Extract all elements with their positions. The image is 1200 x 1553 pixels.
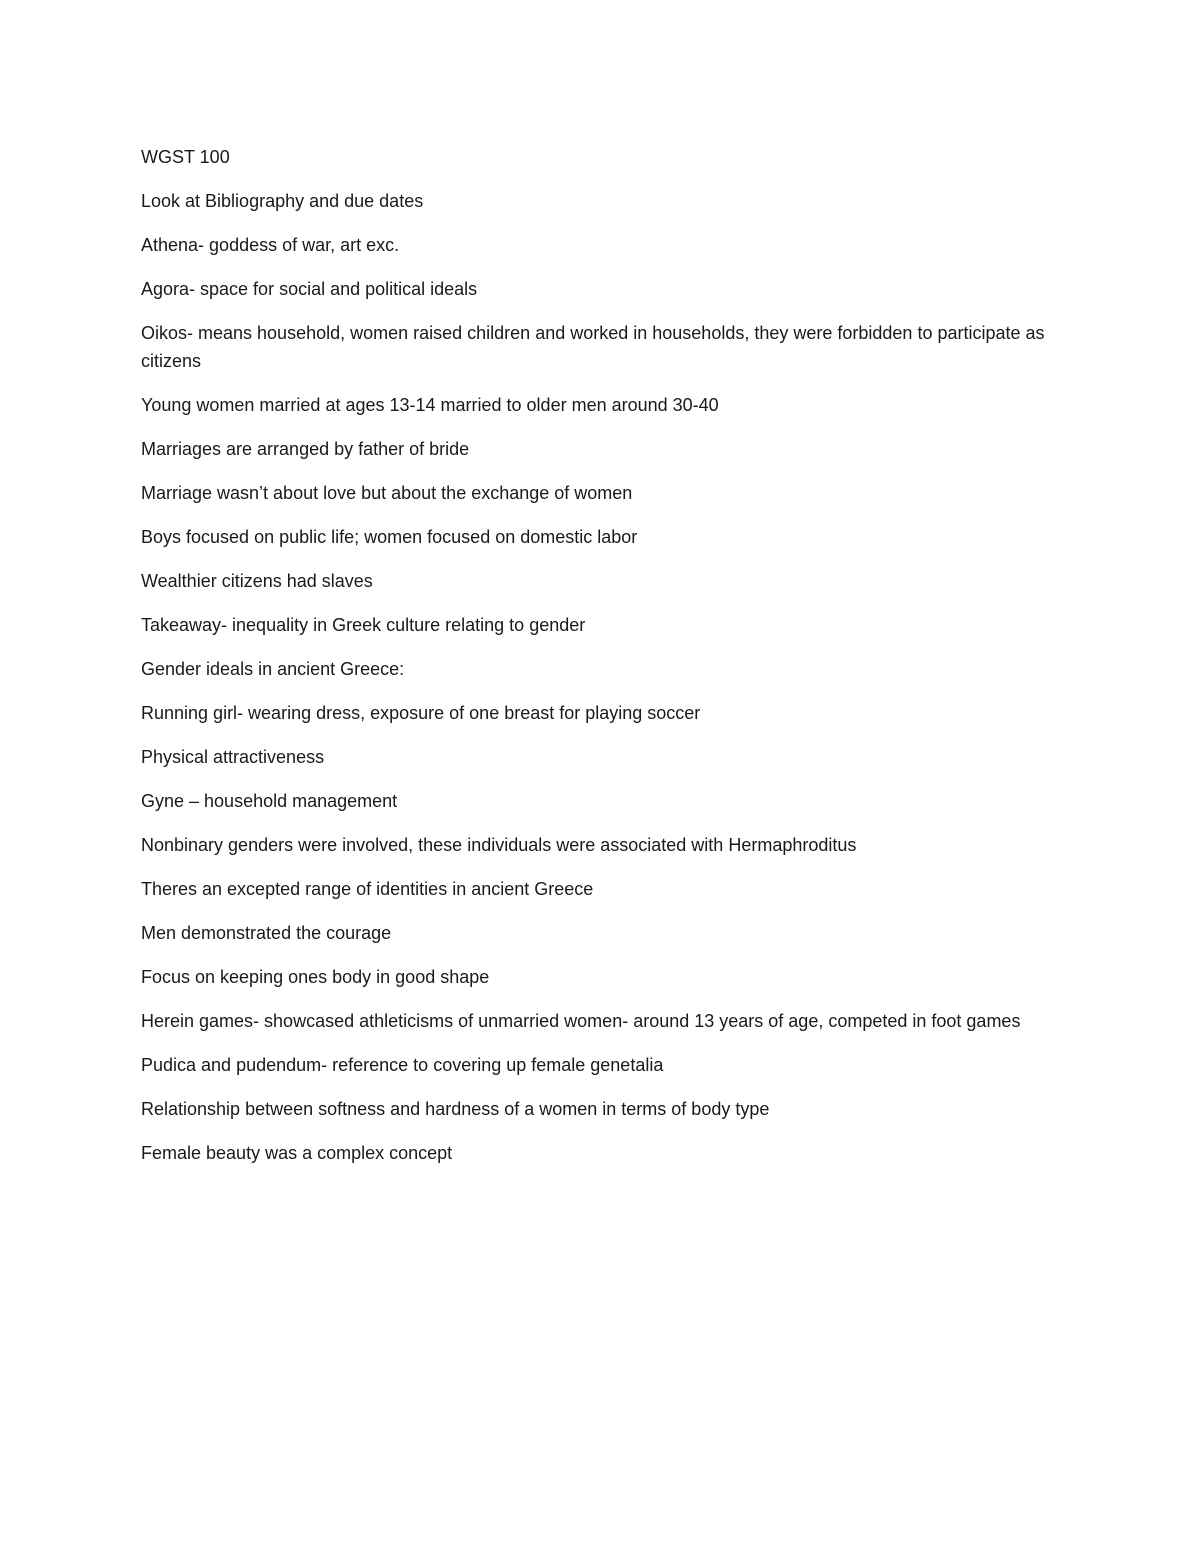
note-line: Oikos- means household, women raised children and worked in households, they were forbidden to participate as citizens	[141, 323, 1045, 371]
note-line: Herein games- showcased athleticisms of unmarried women- around 13 years of age, competed in foot games	[141, 1011, 1021, 1031]
note-line: Theres an excepted range of identities in ancient Greece	[141, 879, 594, 899]
note-line: Boys focused on public life; women focused on domestic labor	[141, 527, 638, 547]
note-line: Look at Bibliography and due dates	[141, 191, 424, 211]
document-body	[141, 143, 1061, 1183]
note-line: Agora- space for social and political ideals	[141, 279, 478, 299]
note-line: Athena- goddess of war, art exc.	[141, 235, 400, 255]
document-title: WGST 100	[141, 147, 230, 167]
note-line: Gyne – household management	[141, 791, 398, 811]
note-line: Running girl- wearing dress, exposure of one breast for playing soccer	[141, 703, 701, 723]
note-line: Relationship between softness and hardness of a women in terms of body type	[141, 1099, 770, 1119]
note-line: Marriages are arranged by father of bride	[141, 439, 470, 459]
note-line: Young women married at ages 13-14 married to older men around 30-40	[141, 395, 719, 415]
note-line: Focus on keeping ones body in good shape	[141, 967, 490, 987]
note-line: Nonbinary genders were involved, these individuals were associated with Hermaphroditus	[141, 835, 857, 855]
note-line: Marriage wasn’t about love but about the exchange of women	[141, 483, 633, 503]
section-heading: Gender ideals in ancient Greece:	[141, 659, 405, 679]
note-line: Physical attractiveness	[141, 747, 325, 767]
note-line: Men demonstrated the courage	[141, 923, 392, 943]
note-line: Female beauty was a complex concept	[141, 1143, 453, 1163]
note-line: Pudica and pudendum- reference to covering up female genetalia	[141, 1055, 664, 1075]
note-line: Takeaway- inequality in Greek culture relating to gender	[141, 615, 586, 635]
note-line: Wealthier citizens had slaves	[141, 571, 373, 591]
